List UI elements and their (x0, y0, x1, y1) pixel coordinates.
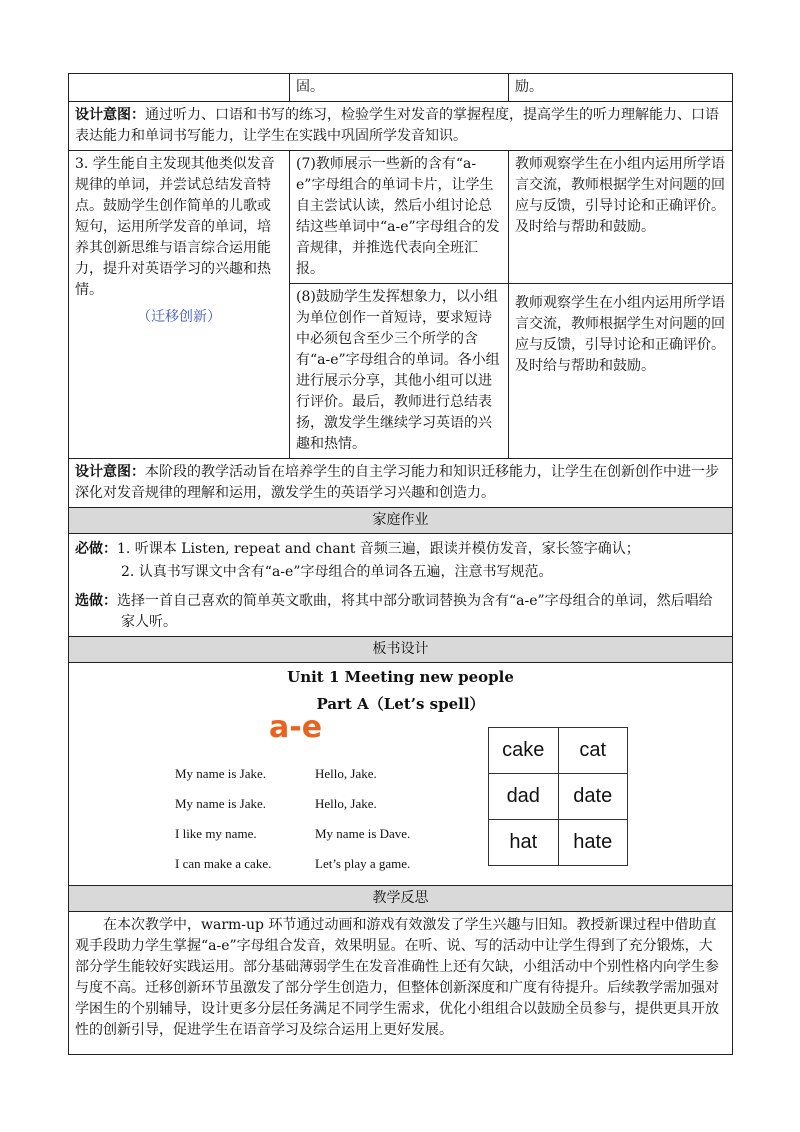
word-cell: hate (558, 820, 628, 866)
board-design-cell (69, 663, 733, 886)
rhyme-right: Hello, Jake. (315, 796, 377, 811)
rhyme-left: I can make a cake. (175, 856, 272, 871)
learning-goal-3-text: 3. 学生能自主发现其他类似发音规律的单词，并尝试总结发音特点。鼓励学生创作简单的儿歌或短句，运用所学发音的单词，培养其创新思维与语言综合运用能力，提升对英语学习的兴趣和热情。 (75, 156, 275, 298)
design-intent-text: 本阶段的教学活动旨在培养学生的自主学习能力和知识迁移能力，让学生在创新创作中进一步深化对发音规律的理解和运用，激发学生的英语学习兴趣和创造力。 (75, 464, 719, 501)
rhyme-left: My name is Jake. (175, 796, 266, 811)
design-intent-label: 设计意图： (75, 464, 145, 480)
board-title-unit: Unit 1 Meeting new people (287, 668, 514, 686)
transfer-innovation-tag: （迁移创新） (137, 309, 221, 325)
optional-text: 选择一首自己喜欢的简单英文歌曲，将其中部分歌词替换为含有“a-e”字母组合的单词，然后唱给家人听。 (117, 593, 713, 630)
reflection-header-row (69, 886, 733, 912)
reflection-cell (69, 912, 733, 1055)
ae-heading: a-e (269, 710, 323, 745)
evaluation-8-text: 教师观察学生在小组内运用所学语言交流，教师根据学生对问题的回应与反馈，引导讨论和正确评价。及时给与帮助和鼓励。 (515, 295, 725, 374)
word-cell: cake (489, 728, 559, 774)
board-row (69, 663, 733, 886)
reflection-header: 教学反思 (69, 886, 733, 912)
homework-row (69, 534, 733, 637)
word-grid (488, 727, 628, 866)
rhyme-left: My name is Jake. (175, 766, 266, 781)
lesson-plan-page (68, 73, 732, 1055)
design-intent-row-2 (69, 459, 733, 508)
word-cell: date (558, 774, 628, 820)
design-intent-text: 通过听力、口语和书写的练习，检验学生对发音的掌握程度，提高学生的听力理解能力、口语表达能力和单词书写能力，让学生在实践中巩固所学发音知识。 (75, 107, 719, 144)
rhyme-left: I like my name. (175, 826, 257, 841)
required-label: 必做： (75, 541, 117, 557)
continued-activity-cell: 固。 (290, 74, 509, 102)
rhyme-right: Let’s play a game. (315, 856, 411, 871)
learning-goal-3-cell (69, 151, 290, 459)
word-cell: cat (558, 728, 628, 774)
board-header: 板书设计 (69, 637, 733, 663)
reflection-row (69, 912, 733, 1055)
homework-header-row (69, 508, 733, 534)
empty-cell (69, 74, 290, 102)
continued-eval-cell: 励。 (509, 74, 733, 102)
continued-row (69, 74, 733, 102)
board-title-part: Part A（Let’s spell） (316, 695, 485, 713)
word-cell: dad (489, 774, 559, 820)
board-header-row (69, 637, 733, 663)
evaluation-8-cell (509, 284, 733, 459)
homework-header: 家庭作业 (69, 508, 733, 534)
rhyme-right: My name is Dave. (315, 826, 411, 841)
design-intent-label: 设计意图： (75, 107, 145, 123)
activity-7-cell: (7)教师展示一些新的含有“a-e”字母组合的单词卡片，让学生自主尝试认读，然后小组讨论总结这些单词中“a-e”字母组合的发音规律，并推选代表向全班汇报。 (290, 151, 509, 284)
optional-label: 选做： (75, 593, 117, 609)
lesson-plan-table (68, 73, 733, 1055)
evaluation-7-cell: 教师观察学生在小组内运用所学语言交流，教师根据学生对问题的回应与反馈，引导讨论和正确评价。及时给与帮助和鼓励。 (509, 151, 733, 284)
activity-row-7 (69, 151, 733, 284)
design-intent-row-1 (69, 102, 733, 151)
activity-8-cell: (8)鼓励学生发挥想象力，以小组为单位创作一首短诗，要求短诗中必须包含至少三个所学的含有“a-e”字母组合的单词。各小组进行展示分享，其他小组可以进行评价。最后，教师进行总结表扬，激发学生继续学习英语的兴趣和热情。 (290, 284, 509, 459)
reflection-text: 在本次教学中，warm-up 环节通过动画和游戏有效激发了学生兴趣与旧知。教授新课过程中借助直观手段助力学生掌握“a-e”字母组合发音，效果明显。在听、说、写的活动中让学生得到了充分锻炼，大部分学生能较好实践运用。部分基础薄弱学生在发音准确性上还有欠缺，小组活动中个别性格内向学生参与度不高。迁移创新环节虽激发了部分学生创造力，但整体创新深度和广度有待提升。后续教学需加强对学困生的个别辅导，设计更多分层任务满足不同学生需求，优化小组组合以鼓励全员参与，提供更具开放性的创新引导，促进学生在语音学习及综合运用上更好发展。 (75, 917, 719, 1038)
homework-item-1: 1. 听课本 Listen, repeat and chant 音频三遍，跟读并模仿发音，家长签字确认； (117, 541, 640, 557)
rhyme-right: Hello, Jake. (315, 766, 377, 781)
homework-item-2: 2. 认真书写课文中含有“a-e”字母组合的单词各五遍，注意书写规范。 (121, 564, 553, 580)
word-cell: hat (489, 820, 559, 866)
